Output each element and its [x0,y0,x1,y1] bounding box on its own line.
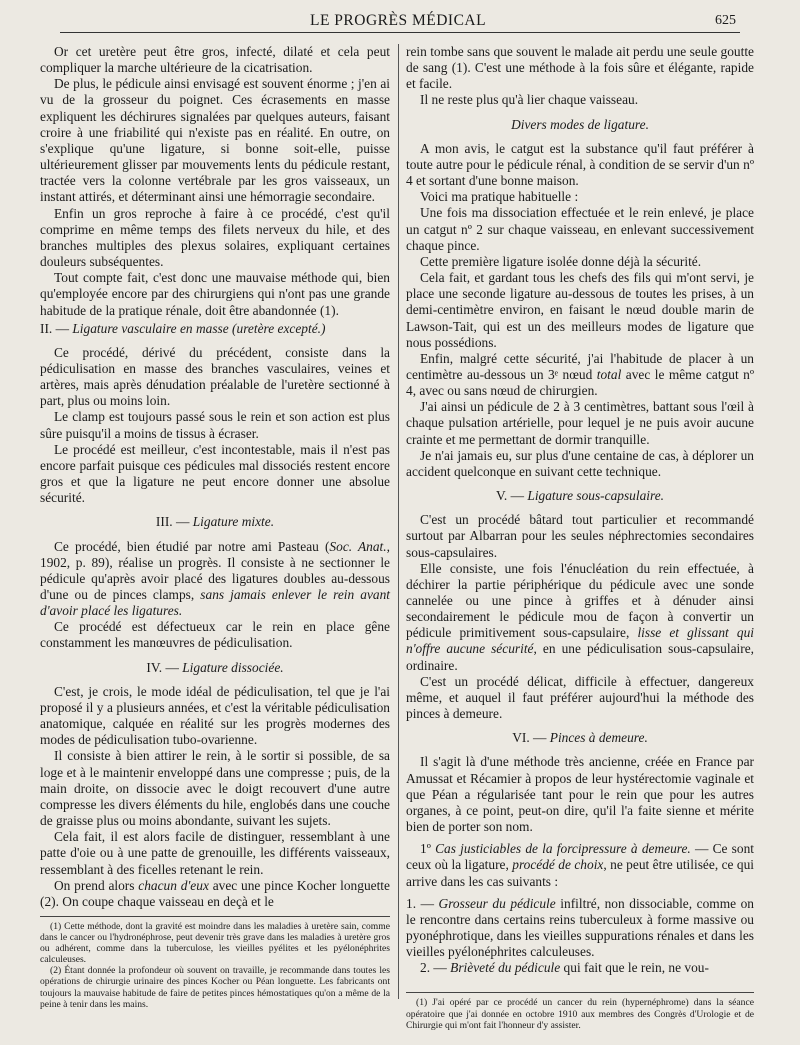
text-run: Ce procédé, bien étudié par notre ami Pasteau ( [54,538,330,554]
section-heading-iii [40,514,390,530]
heading-prefix: II. — [40,320,73,336]
text-run: , ne peut être utilisée, ce qui arrive dans les cas suivants : [406,857,754,889]
paragraph [40,539,390,620]
paragraph: Or cet uretère peut être gros, infecté, dilaté et cela peut compliquer la marche ultérieure de la cicatrisation. [40,44,390,76]
emphasis: chacun d'eux [138,877,209,893]
section-heading-vi [406,730,754,746]
heading-title: Pinces à demeure. [549,730,648,746]
paragraph: Le procédé est meilleur, c'est incontestable, mais il n'est pas encore parfait puisque ces pédicules mal dissociés restent encore gros et que la ligature ne peut encore donner une absolue sécurité. [40,441,390,506]
citation: Soc. Anat. [329,538,387,554]
text-run: Enfin, malgré cette sécurité, j'ai l'habitude de placer à un centimètre au-dessous un 3ᵉ nœud [406,350,754,382]
paragraph [406,841,754,889]
right-column [406,44,754,1031]
paragraph: Cette première ligature isolée donne déjà la sécurité. [420,253,702,269]
paragraph: Voici ma pratique habituelle : [420,189,579,205]
text-run: — Ce sont ceux où la ligature, [406,841,754,873]
heading-title: Ligature mixte. [192,514,275,530]
footnotes-left [40,916,390,1010]
paragraph: Il ne reste plus qu'à lier chaque vaisseau. [420,92,639,108]
text-run: infiltré, non dissociable, comme on le rencontre dans certains reins tuberculeux à forme massive ou pyonéphrotique, dans les vieilles suppurations rénales et dans les vieilles pyélonéphrites calculeuses. [406,895,754,960]
emphasis: lisse et glissant qui n'offre aucune sécurité [406,625,754,657]
paragraph [406,561,754,674]
heading-title: Ligature sous-capsulaire. [527,488,665,504]
paragraph: Une fois ma dissociation effectuée et le rein enlevé, je place un catgut nº 2 sur chaque vaisseau, en enlevant successivement chaque pince. [406,205,754,253]
heading-prefix: VI. — [512,730,550,746]
heading-prefix: IV. — [146,659,183,675]
text-run: avec une pince Kocher longuette (2). On coupe chaque vaisseau en deçà et le [40,877,390,909]
paragraph: Enfin un gros reproche à faire à ce procédé, c'est qu'il comprime en même temps des filets nerveux du hile, et des branches multiples des plexus solaires, expliquant certaines douleurs subséquentes. [40,205,390,270]
list-item [406,896,754,961]
footnote: (2) Étant donnée la profondeur où souvent on travaille, je recommande dans toutes les opérations de chirurgie urinaire des pinces Kocher ou Péan longuette. Les fabricants ont toujours la mauvaise habitude de faire de petites pinces hémostatiques qu'on a même de la peine à tenir dans les mains. [40,965,390,1010]
heading-title: Ligature vasculaire en masse [72,320,229,336]
text-run: avec le même catgut nº 4, avec ou sans nœud de chirurgien. [406,366,754,399]
paragraph [406,351,754,399]
emphasis: Brièveté du pédicule [450,960,561,976]
emphasis: total [596,366,622,382]
paragraph: J'ai ainsi un pédicule de 2 à 3 centimètres, battant sous l'œil à chaque pulsation artérielle, pour lequel je ne puis avoir aucune crainte et me permettant de dormir tranquille. [406,399,754,447]
heading-suffix: (uretère excepté.) [228,320,326,336]
left-column [40,44,390,1010]
text-run: qui fait que le rein, ne vou- [560,960,709,976]
paragraph: A mon avis, le catgut est la substance qu'il faut préférer à toute autre pour le pédicule rénal, à condition de se servir d'un nº 4 et sortant d'une bonne maison. [406,140,754,189]
heading-prefix: V. — [495,488,528,504]
paragraph: Cela fait, il est alors facile de distinguer, ressemblant à une patte d'oie ou à une patte de grenouille, les différents vaisseaux, ressemblant à des ficelles retenant le rein. [40,829,390,877]
subheading-divers-modes [406,117,754,133]
text-run: 1. — [406,895,439,911]
paragraph: Il consiste à bien attirer le rein, à le sortir si possible, de sa loge et à le maintenir enveloppé dans une compresse ; puis, de la main droite, on dissocie avec le doigt recouvert d'une autre compresse les divers éléments du hile, englobés dans une couche de graisse plus ou moins abondante, suivant les sujets. [40,748,390,829]
running-head [60,10,740,33]
column-divider [398,44,399,999]
text-run: , 1902, p. 89), réalise un progrès. Il consiste à ne sectionner le pédicule qu'après avoir placé des ligatures doubles au-dessous d'une ou de pinces clamps, [40,538,390,602]
heading-title: Ligature dissociée. [182,659,284,675]
paragraph: Il s'agit là d'une méthode très ancienne, créée en France par Amussat et Récamier à propos de leur hystérectomie vaginale et que Péan a régularisée tant pour le rein que pour les autres organes, à ce point, peut-on dire, qu'il l'a faite sienne et mérite bien de porter son nom. [406,754,754,835]
emphasis: sans jamais enlever le rein avant d'avoir placé les ligatures. [40,587,391,619]
section-heading-iv [40,660,390,676]
emphasis: Grosseur du pédicule [438,895,556,911]
paragraph: C'est, je crois, le mode idéal de pédiculisation, tel que je l'ai proposé il y a plusieurs années, et c'est la véritable pédiculisation anatomique, calquée en réalité sur les progrès modernes des modes de pédiculisation tubo-ovarienne. [40,683,390,748]
section-heading-ii [40,321,390,337]
emphasis: Cas justiciables de la forcipressure à demeure. [435,841,691,857]
footnote: (1) Cette méthode, dont la gravité est moindre dans les maladies à uretère sain, comme dans le cancer ou l'hydronéphrose, peut devenir très grave dans les maladies à uretère gros ou adhérent, comme dans la tuberculose, les vieilles pyélites et les pyélonéphrites calculeuses. [40,920,390,966]
text-run: 1º [420,841,436,857]
text-run: , en une pédiculisation sous-capsulaire, ordinaire. [406,641,754,673]
paragraph: rein tombe sans que souvent le malade ait perdu une seule goutte de sang (1). C'est une méthode à la fois sûre et élégante, rapide et facile. [406,44,754,92]
paragraph: C'est un procédé bâtard tout particulier et recommandé surtout par Albarran pour les seules néphrectomies secondaires sous-capsulaires. [406,512,754,560]
emphasis: procédé de choix [512,857,604,873]
text-run: 2. — [420,960,451,976]
paragraph: Ce procédé, dérivé du précédent, consiste dans la pédiculisation en masse des branches vasculaires, veines et artères, mais après dénudation préalable de l'uretère sectionné à part, plus ou moins loin. [40,344,390,409]
footnotes-right [406,992,754,1030]
paragraph: Je n'ai jamais eu, sur plus d'une centaine de cas, à déplorer un accident quelconque en suivant cette technique. [406,447,754,479]
paragraph: Ce procédé est défectueux car le rein en place gêne constamment les manœuvres de pédiculisation. [40,619,390,651]
page-number: 625 [715,13,736,28]
text-run: On prend alors [54,877,139,893]
paragraph: C'est un procédé délicat, difficile à effectuer, dangereux même, et auquel il faut préférer aujourd'hui la méthode des pinces à demeure. [406,673,754,722]
footnote: (1) J'ai opéré par ce procédé un cancer du rein (hypernéphrome) dans la séance opératoire que j'ai donnée en octobre 1910 aux membres des Congrès d'Urologie et de Chirurgie qui m'ont fait l'honneur d'y assister. [406,997,754,1031]
list-item [406,960,754,976]
paragraph: Cela fait, et gardant tous les chefs des fils qui m'ont servi, je place une seconde ligature au-dessous de toutes les prises, à un demi-centimètre environ, en faisant le nœud double marin de Lawson-Tait, qui est un des meilleurs modes de ligature que nous possédions. [406,270,754,350]
paragraph: De plus, le pédicule ainsi envisagé est souvent énorme ; j'en ai vu de la grosseur du poignet. Ces écrasements en masse expliquent les déchirures signalées par quelques auteurs, faisant croire à une friabilité qui n'existe pas en réalité. En outre, on s'explique qu'une ligature, si bonne soit-elle, puisse ultérieurement glisser par mouvements lents du pédicule restant, tractée vers la colonne vertébrale par les gros vaisseaux, un instant attirés, et déterminant ainsi une hémorragie secondaire. [40,76,390,205]
heading-prefix: III. — [155,514,193,530]
paragraph: Le clamp est toujours passé sous le rein et son action est plus sûre puisqu'il a moins de tissus à écraser. [40,409,390,441]
paragraph: Tout compte fait, c'est donc une mauvaise méthode qui, bien qu'employée encore par des chirurgiens qui n'ont pas une grande habitude de la pratique rénale, doit être abandonnée (1). [40,270,390,318]
text-run: Elle consiste, une fois l'énucléation du rein effectuée, à déchirer la partie périphérique du pédicule avec une sonde cannelée ou une pince à griffes et à dénuder ainsi secondairement le pédicule mou de façon à convertir un pédicule primitivement sous-capsulaire, [406,560,754,641]
paragraph [40,878,390,910]
heading-title: Divers modes de ligature. [511,116,649,132]
journal-title: LE PROGRÈS MÉDICAL [310,12,487,29]
section-heading-v [406,488,754,504]
